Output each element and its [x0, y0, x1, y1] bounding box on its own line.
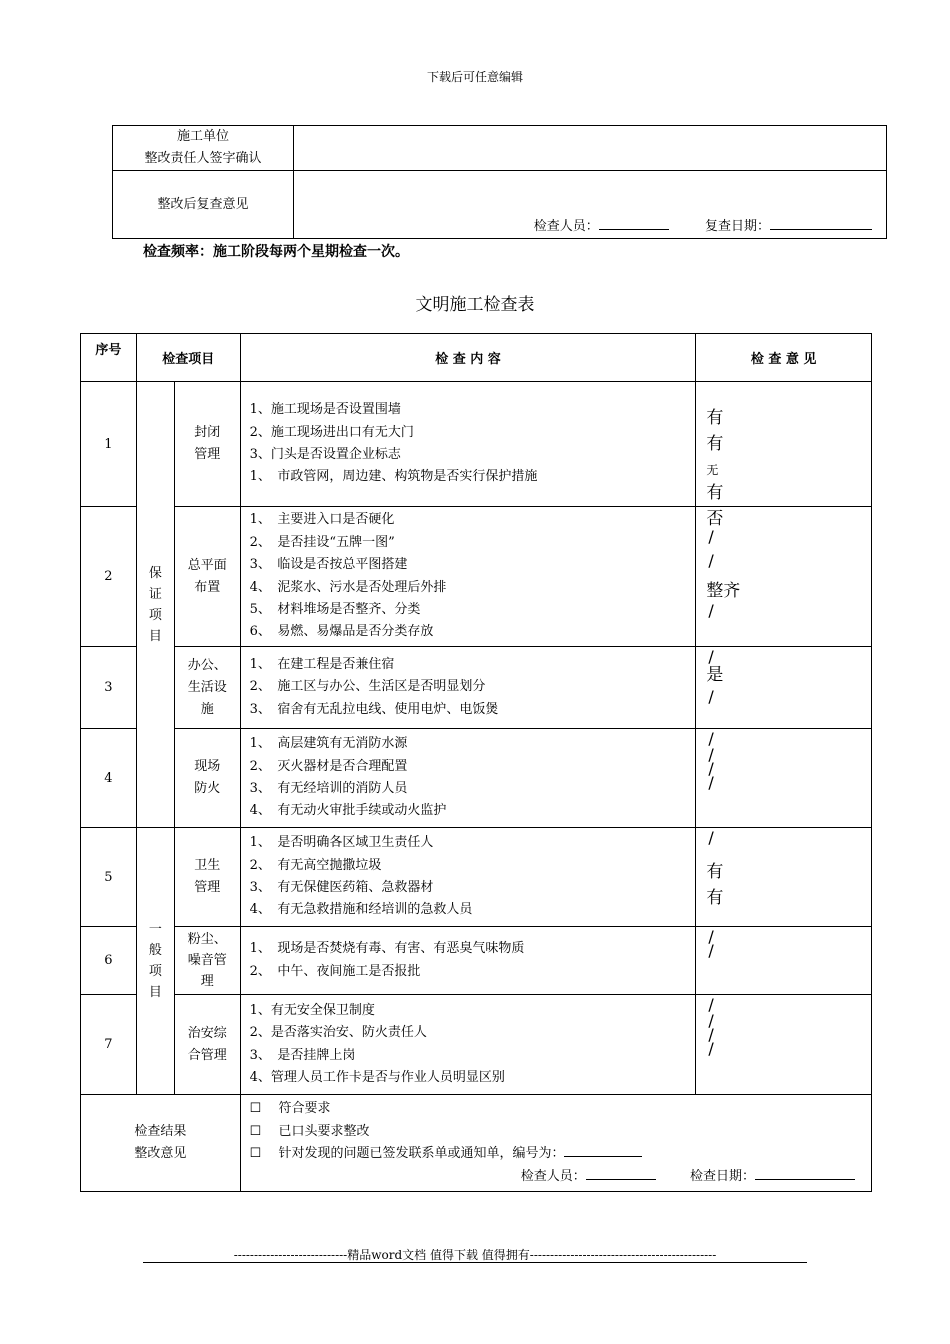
review-date-blank[interactable]: [770, 217, 872, 230]
table-row: [81, 507, 872, 647]
content-line: 2、 是否挂设“五牌一图”: [249, 534, 395, 550]
row-content: [240, 647, 696, 729]
slash-mark: /: [708, 1011, 714, 1030]
row-item: [174, 729, 240, 828]
content-line: 1、有无安全保卫制度: [249, 1002, 375, 1018]
slash-mark: /: [708, 773, 714, 792]
row-content: [240, 507, 696, 647]
checkbox-icon[interactable]: ☐: [249, 1101, 262, 1116]
group-char: 证: [148, 586, 162, 602]
result-options: [240, 1095, 871, 1192]
content-line: 3、 临设是否按总平图搭建: [249, 557, 408, 573]
page-title: 文明施工检查表: [415, 295, 535, 315]
group-char: 项: [148, 607, 162, 623]
item-line: 理: [200, 974, 214, 989]
row-content: [240, 729, 696, 828]
opinion-mark: 有: [706, 862, 724, 882]
content-line: 1、施工现场是否设置围墙: [249, 402, 401, 418]
content-line: 1、 现场是否焚烧有毒、有害、有恶臭气味物质: [249, 941, 525, 957]
content-line: 1、 主要进入口是否硬化: [249, 512, 395, 528]
result-row: [81, 1095, 872, 1192]
row-opinion[interactable]: [696, 647, 872, 729]
result-label-line: 检查结果: [134, 1124, 187, 1139]
content-line: 1、 在建工程是否兼住宿: [249, 656, 395, 672]
content-line: 4、管理人员工作卡是否与作业人员明显区别: [249, 1069, 505, 1085]
item-line: 管理: [194, 447, 221, 462]
item-line: 现场: [194, 759, 221, 774]
row-opinion[interactable]: [696, 507, 872, 647]
slash-mark: /: [708, 995, 714, 1014]
signature-label-cell: [113, 126, 294, 171]
option-verbal[interactable]: [250, 1121, 871, 1144]
slash-mark: /: [708, 729, 714, 748]
group-char: 一: [148, 922, 162, 937]
row-content: [240, 828, 696, 927]
row-opinion[interactable]: [696, 927, 872, 995]
review-signature-line: [534, 215, 872, 234]
slash-mark: /: [708, 941, 714, 960]
slash-mark: /: [708, 601, 714, 620]
table-row: [81, 647, 872, 729]
content-line: 3、门头是否设置企业标志: [249, 447, 401, 462]
slash-mark: /: [708, 1039, 714, 1058]
group-char: 目: [148, 628, 162, 644]
option-label: 符合要求: [278, 1101, 331, 1116]
opinion-mark: 有: [706, 434, 724, 454]
group-char: 项: [148, 964, 162, 979]
row-opinion[interactable]: [696, 995, 872, 1095]
opinion-mark: 是: [706, 665, 724, 685]
option-label: 针对发现的问题已签发联系单或通知单，编号为：: [278, 1146, 565, 1161]
group-char: 保: [148, 565, 162, 581]
option-compliant[interactable]: [250, 1098, 871, 1121]
item-line: 办公、: [187, 657, 227, 673]
content-line: 4、 有无急救措施和经培训的急救人员: [249, 902, 473, 918]
content-line: 5、 材料堆场是否整齐、分类: [249, 601, 421, 617]
content-line: 1、 市政管网，周边建、构筑物是否实行保护措施: [249, 469, 538, 485]
slash-mark: /: [708, 927, 714, 946]
row-seq: 3: [81, 647, 137, 729]
header-item: 检查项目: [136, 334, 240, 382]
opinion-mark: 无: [706, 463, 719, 477]
item-line: 防火: [194, 781, 221, 796]
frequency-note: 检查频率：施工阶段每两个星期检查一次。: [143, 244, 409, 260]
row-content: [240, 382, 696, 507]
row-content: [240, 995, 696, 1095]
review-label: 整改后复查意见: [113, 171, 294, 239]
item-line: 粉尘、: [187, 932, 227, 947]
signature-field[interactable]: [294, 126, 887, 171]
content-line: 2、 中午、夜间施工是否报批: [249, 963, 421, 979]
row-seq: 6: [81, 927, 137, 995]
review-date-label: 复查日期：: [704, 219, 770, 234]
footer-rule: [143, 1262, 807, 1263]
table-row: [81, 927, 872, 995]
slash-mark: /: [708, 527, 714, 546]
content-line: 1、 高层建筑有无消防水源: [249, 736, 408, 752]
row-seq: 4: [81, 729, 137, 828]
item-line: 噪音管: [187, 953, 227, 968]
inspection-table: [80, 333, 872, 1192]
content-line: 3、 是否挂牌上岗: [249, 1047, 356, 1063]
content-line: 6、 易燃、易爆品是否分类存放: [249, 624, 434, 640]
row-item: [174, 828, 240, 927]
header-content: 检 查 内 容: [240, 334, 696, 382]
slash-mark: /: [708, 687, 714, 706]
row-item: [174, 927, 240, 995]
content-line: 1、 是否明确各区域卫生责任人: [249, 835, 434, 851]
option-label: 已口头要求整改: [278, 1123, 370, 1139]
date-label: 检查日期：: [689, 1168, 755, 1184]
content-line: 2、 有无高空抛撒垃圾: [249, 857, 382, 873]
group-char: 目: [148, 985, 162, 1000]
header-note: 下载后可任意编辑: [426, 70, 523, 84]
row-opinion[interactable]: [696, 828, 872, 927]
inspector-blank[interactable]: [586, 1167, 656, 1180]
item-line: 治安综: [187, 1025, 227, 1041]
footer-note: ----------------------------精品word文档 值得下载 值得拥有----------------------------------------------: [233, 1248, 717, 1262]
contractor-label: 施工单位: [176, 129, 229, 144]
opinion-mark: 整齐: [706, 581, 741, 601]
item-line: 封闭: [194, 425, 221, 440]
slash-mark: /: [708, 759, 714, 778]
header-opinion: 检 查 意 见: [696, 334, 872, 382]
item-line: 布置: [194, 579, 221, 595]
date-blank[interactable]: [755, 1167, 855, 1180]
content-line: 2、 灭火器材是否合理配置: [249, 758, 408, 774]
row-item: [174, 995, 240, 1095]
row-item: [174, 382, 240, 507]
content-line: 3、 有无保健医药箱、急救器材: [249, 880, 434, 895]
inspector-label: 检查人员：: [533, 219, 599, 234]
checkbox-icon[interactable]: ☐: [249, 1146, 262, 1161]
opinion-mark: 否: [706, 509, 724, 529]
group-guarantee: [136, 382, 174, 828]
table-row: [81, 995, 872, 1095]
content-line: 4、 有无动火审批手续或动火监护: [249, 803, 447, 819]
table-row: [81, 729, 872, 828]
inspector-label: 检查人员：: [520, 1168, 586, 1184]
item-line: 卫生: [194, 858, 221, 873]
slash-mark: /: [708, 1025, 714, 1044]
content-line: 3、 有无经培训的消防人员: [249, 781, 408, 796]
table-row: [81, 382, 872, 507]
item-line: 生活设: [187, 679, 227, 695]
slash-mark: /: [708, 551, 714, 570]
group-general: [136, 828, 174, 1095]
row-item: [174, 507, 240, 647]
row-seq: 5: [81, 828, 137, 927]
content-line: 2、施工现场进出口有无大门: [249, 424, 414, 440]
opinion-mark: 有: [706, 888, 724, 908]
review-field[interactable]: [294, 171, 887, 239]
item-line: 施: [200, 701, 214, 717]
slash-mark: /: [708, 745, 714, 764]
content-line: 3、 宿舍有无乱拉电线、使用电炉、电饭煲: [249, 701, 499, 717]
row-content: [240, 927, 696, 995]
item-line: 总平面: [187, 557, 227, 573]
content-line: 4、 泥浆水、污水是否处理后外排: [249, 579, 447, 595]
row-opinion[interactable]: [696, 729, 872, 828]
header-seq: 序号: [81, 334, 137, 382]
content-line: 2、是否落实治安、防火责任人: [249, 1025, 427, 1041]
row-opinion[interactable]: [696, 382, 872, 507]
responsible-signature-label: 整改责任人签字确认: [144, 151, 262, 166]
row-seq: 7: [81, 995, 137, 1095]
inspector-blank[interactable]: [599, 217, 669, 230]
slash-mark: /: [708, 647, 714, 666]
result-signature-line: [250, 1166, 871, 1189]
row-seq: 2: [81, 507, 137, 647]
item-line: 合管理: [187, 1047, 227, 1063]
result-label: [81, 1095, 241, 1192]
result-label-line: 整改意见: [134, 1146, 187, 1161]
rectification-table: [112, 125, 887, 239]
notice-number-blank[interactable]: [564, 1144, 642, 1157]
item-line: 管理: [194, 880, 221, 895]
slash-mark: /: [708, 828, 714, 847]
opinion-mark: 有: [706, 408, 724, 428]
table-row: [81, 828, 872, 927]
row-item: [174, 647, 240, 729]
group-char: 般: [148, 943, 162, 958]
opinion-mark: 有: [706, 483, 724, 503]
option-notice[interactable]: [250, 1143, 871, 1166]
checkbox-icon[interactable]: ☐: [249, 1123, 262, 1139]
row-seq: 1: [81, 382, 137, 507]
content-line: 2、 施工区与办公、生活区是否明显划分: [249, 679, 486, 695]
